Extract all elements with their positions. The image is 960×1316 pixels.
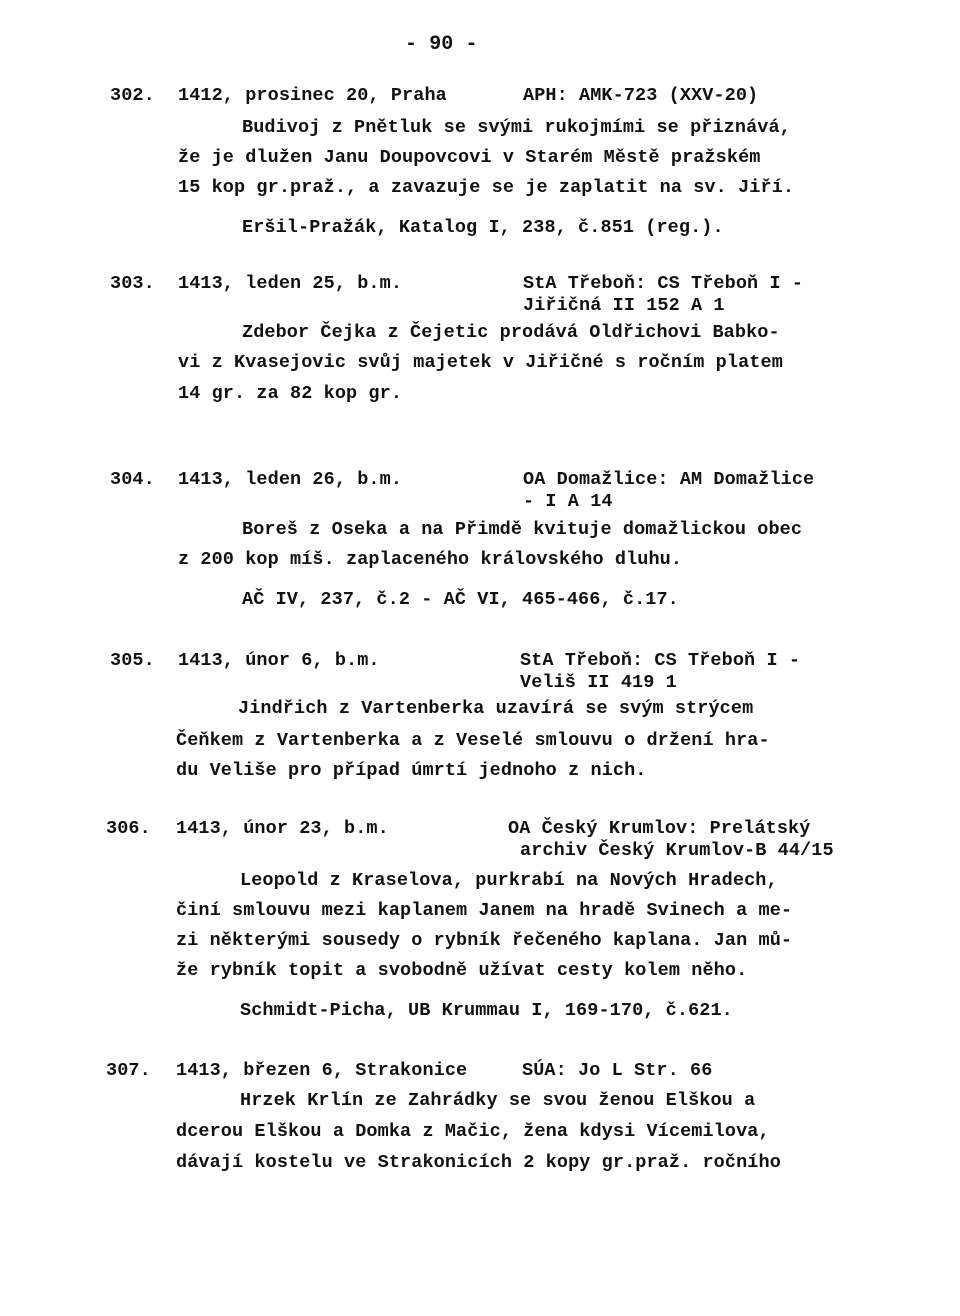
entry-archive: Veliš II 419 1 bbox=[520, 672, 677, 693]
entry-date: 1413, leden 25, b.m. bbox=[178, 273, 403, 294]
entry-text-line: Leopold z Kraselova, purkrabí na Nových Hradech, bbox=[240, 870, 778, 891]
entry-archive: Jiřičná II 152 A 1 bbox=[523, 295, 725, 316]
entry-citation: Eršil-Pražák, Katalog I, 238, č.851 (reg.). bbox=[242, 217, 724, 238]
entry-text-line: 14 gr. za 82 kop gr. bbox=[178, 383, 403, 404]
entry-text-line: z 200 kop míš. zaplaceného královského dluhu. bbox=[178, 549, 683, 570]
entry-archive: APH: AMK-723 (XXV-20) bbox=[523, 85, 759, 106]
entry-text-line: Zdebor Čejka z Čejetic prodává Oldřichovi Babko- bbox=[242, 322, 780, 343]
entry-text-line: 15 kop gr.praž., a zavazuje se je zaplatit na sv. Jiří. bbox=[178, 177, 795, 198]
entry-text-line: že rybník topit a svobodně užívat cesty kolem něho. bbox=[176, 960, 748, 981]
entry-date: 1413, březen 6, Strakonice bbox=[176, 1060, 468, 1081]
entry-date: 1412, prosinec 20, Praha bbox=[178, 85, 447, 106]
entry-archive: archiv Český Krumlov-B 44/15 bbox=[520, 840, 834, 861]
entry-date: 1413, leden 26, b.m. bbox=[178, 469, 403, 490]
entry-number: 306. bbox=[106, 818, 151, 839]
entry-number: 304. bbox=[110, 469, 155, 490]
entry-text-line: Jindřich z Vartenberka uzavírá se svým strýcem bbox=[238, 698, 754, 719]
entry-date: 1413, únor 23, b.m. bbox=[176, 818, 389, 839]
entry-citation: AČ IV, 237, č.2 - AČ VI, 465-466, č.17. bbox=[242, 589, 679, 610]
entry-text-line: Hrzek Krlín ze Zahrádky se svou ženou Elškou a bbox=[240, 1090, 756, 1111]
entry-number: 302. bbox=[110, 85, 155, 106]
entry-archive: StA Třeboň: CS Třeboň I - bbox=[523, 273, 804, 294]
entry-citation: Schmidt-Picha, UB Krummau I, 169-170, č.621. bbox=[240, 1000, 733, 1021]
page-number: - 90 - bbox=[405, 33, 478, 56]
entry-archive: OA Český Krumlov: Prelátský bbox=[508, 818, 811, 839]
entry-text-line: dávají kostelu ve Strakonicích 2 kopy gr.praž. ročního bbox=[176, 1152, 781, 1173]
entry-text-line: Čeňkem z Vartenberka a z Veselé smlouvu o držení hra- bbox=[176, 730, 770, 751]
entry-number: 305. bbox=[110, 650, 155, 671]
entry-date: 1413, únor 6, b.m. bbox=[178, 650, 380, 671]
entry-text-line: zi některými sousedy o rybník řečeného kaplana. Jan mů- bbox=[176, 930, 793, 951]
entry-number: 303. bbox=[110, 273, 155, 294]
entry-text-line: du Veliše pro případ úmrtí jednoho z nich. bbox=[176, 760, 647, 781]
entry-text-line: Budivoj z Pnětluk se svými rukojmími se přiznává, bbox=[242, 117, 791, 138]
entry-text-line: dcerou Elškou a Domka z Mačic, žena kdysi Vícemilova, bbox=[176, 1121, 770, 1142]
entry-text-line: vi z Kvasejovic svůj majetek v Jiřičné s ročním platem bbox=[178, 352, 783, 373]
entry-text-line: činí smlouvu mezi kaplanem Janem na hradě Svinech a me- bbox=[176, 900, 793, 921]
entry-archive: SÚA: Jo L Str. 66 bbox=[522, 1060, 713, 1081]
entry-archive: OA Domažlice: AM Domažlice bbox=[523, 469, 815, 490]
entry-number: 307. bbox=[106, 1060, 151, 1081]
entry-text-line: Boreš z Oseka a na Přimdě kvituje domažlickou obec bbox=[242, 519, 803, 540]
entry-archive: StA Třeboň: CS Třeboň I - bbox=[520, 650, 801, 671]
entry-text-line: že je dlužen Janu Doupovcovi v Starém Městě pražském bbox=[178, 147, 761, 168]
entry-archive: - I A 14 bbox=[523, 491, 613, 512]
